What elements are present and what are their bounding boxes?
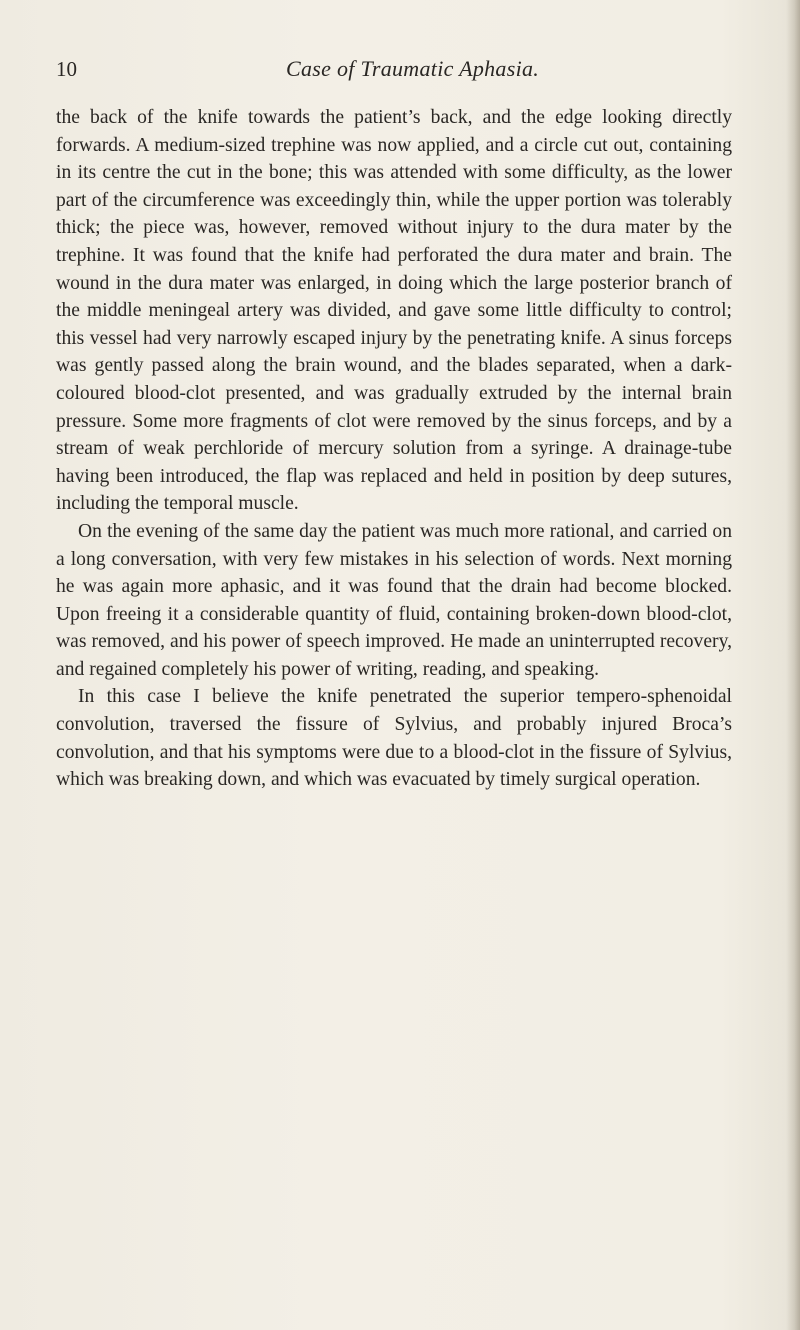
body-text xyxy=(56,104,732,794)
paragraph-1: the back of the knife towards the patient’s back, and the edge looking directly forwards. A medium-sized trephine was now applied, and a circle cut out, containing in its centre the cut in the bone; this was attended with some difficulty, as the lower part of the circumference was exceedingly thin, while the upper portion was tolerably thick; the piece was, however, removed without injury to the dura mater by the trephine. It was found that the knife had perforated the dura mater and brain. The wound in the dura mater was enlarged, in doing which the large posterior branch of the middle meningeal artery was divided, and gave some little difficulty to control; this vessel had very narrowly escaped injury by the penetrating knife. A sinus forceps was gently passed along the brain wound, and the blades separated, when a dark-coloured blood-clot presented, and was gradually extruded by the internal brain pressure. Some more fragments of clot were removed by the sinus forceps, and by a stream of weak perchloride of mercury solution from a syringe. A drainage-tube having been introduced, the flap was replaced and held in position by deep sutures, including the temporal muscle. xyxy=(56,107,732,515)
page-number: 10 xyxy=(56,57,77,81)
paragraph-3: In this case I believe the knife penetrated the superior tempero-sphenoidal convolution, traversed the fissure of Sylvius, and probably injured Broca’s convolution, and that his symptoms were due to a blood-clot in the fissure of Sylvius, which was breaking down, and which was evacuated by timely surgical operation. xyxy=(56,686,732,791)
paragraph-2: On the evening of the same day the patient was much more rational, and carried on a long conversation, with very few mistakes in his selection of words. Next morning he was again more aphasic, and it was found that the drain had become blocked. Upon freeing it a considerable quantity of fluid, containing broken-down blood-clot, was removed, and his power of speech improved. He made an uninterrupted recovery, and regained completely his power of writing, reading, and speaking. xyxy=(56,520,732,680)
page-edge-shadow xyxy=(786,0,800,1330)
running-title: Case of Traumatic Aphasia. xyxy=(286,56,540,81)
page-header xyxy=(56,54,732,86)
